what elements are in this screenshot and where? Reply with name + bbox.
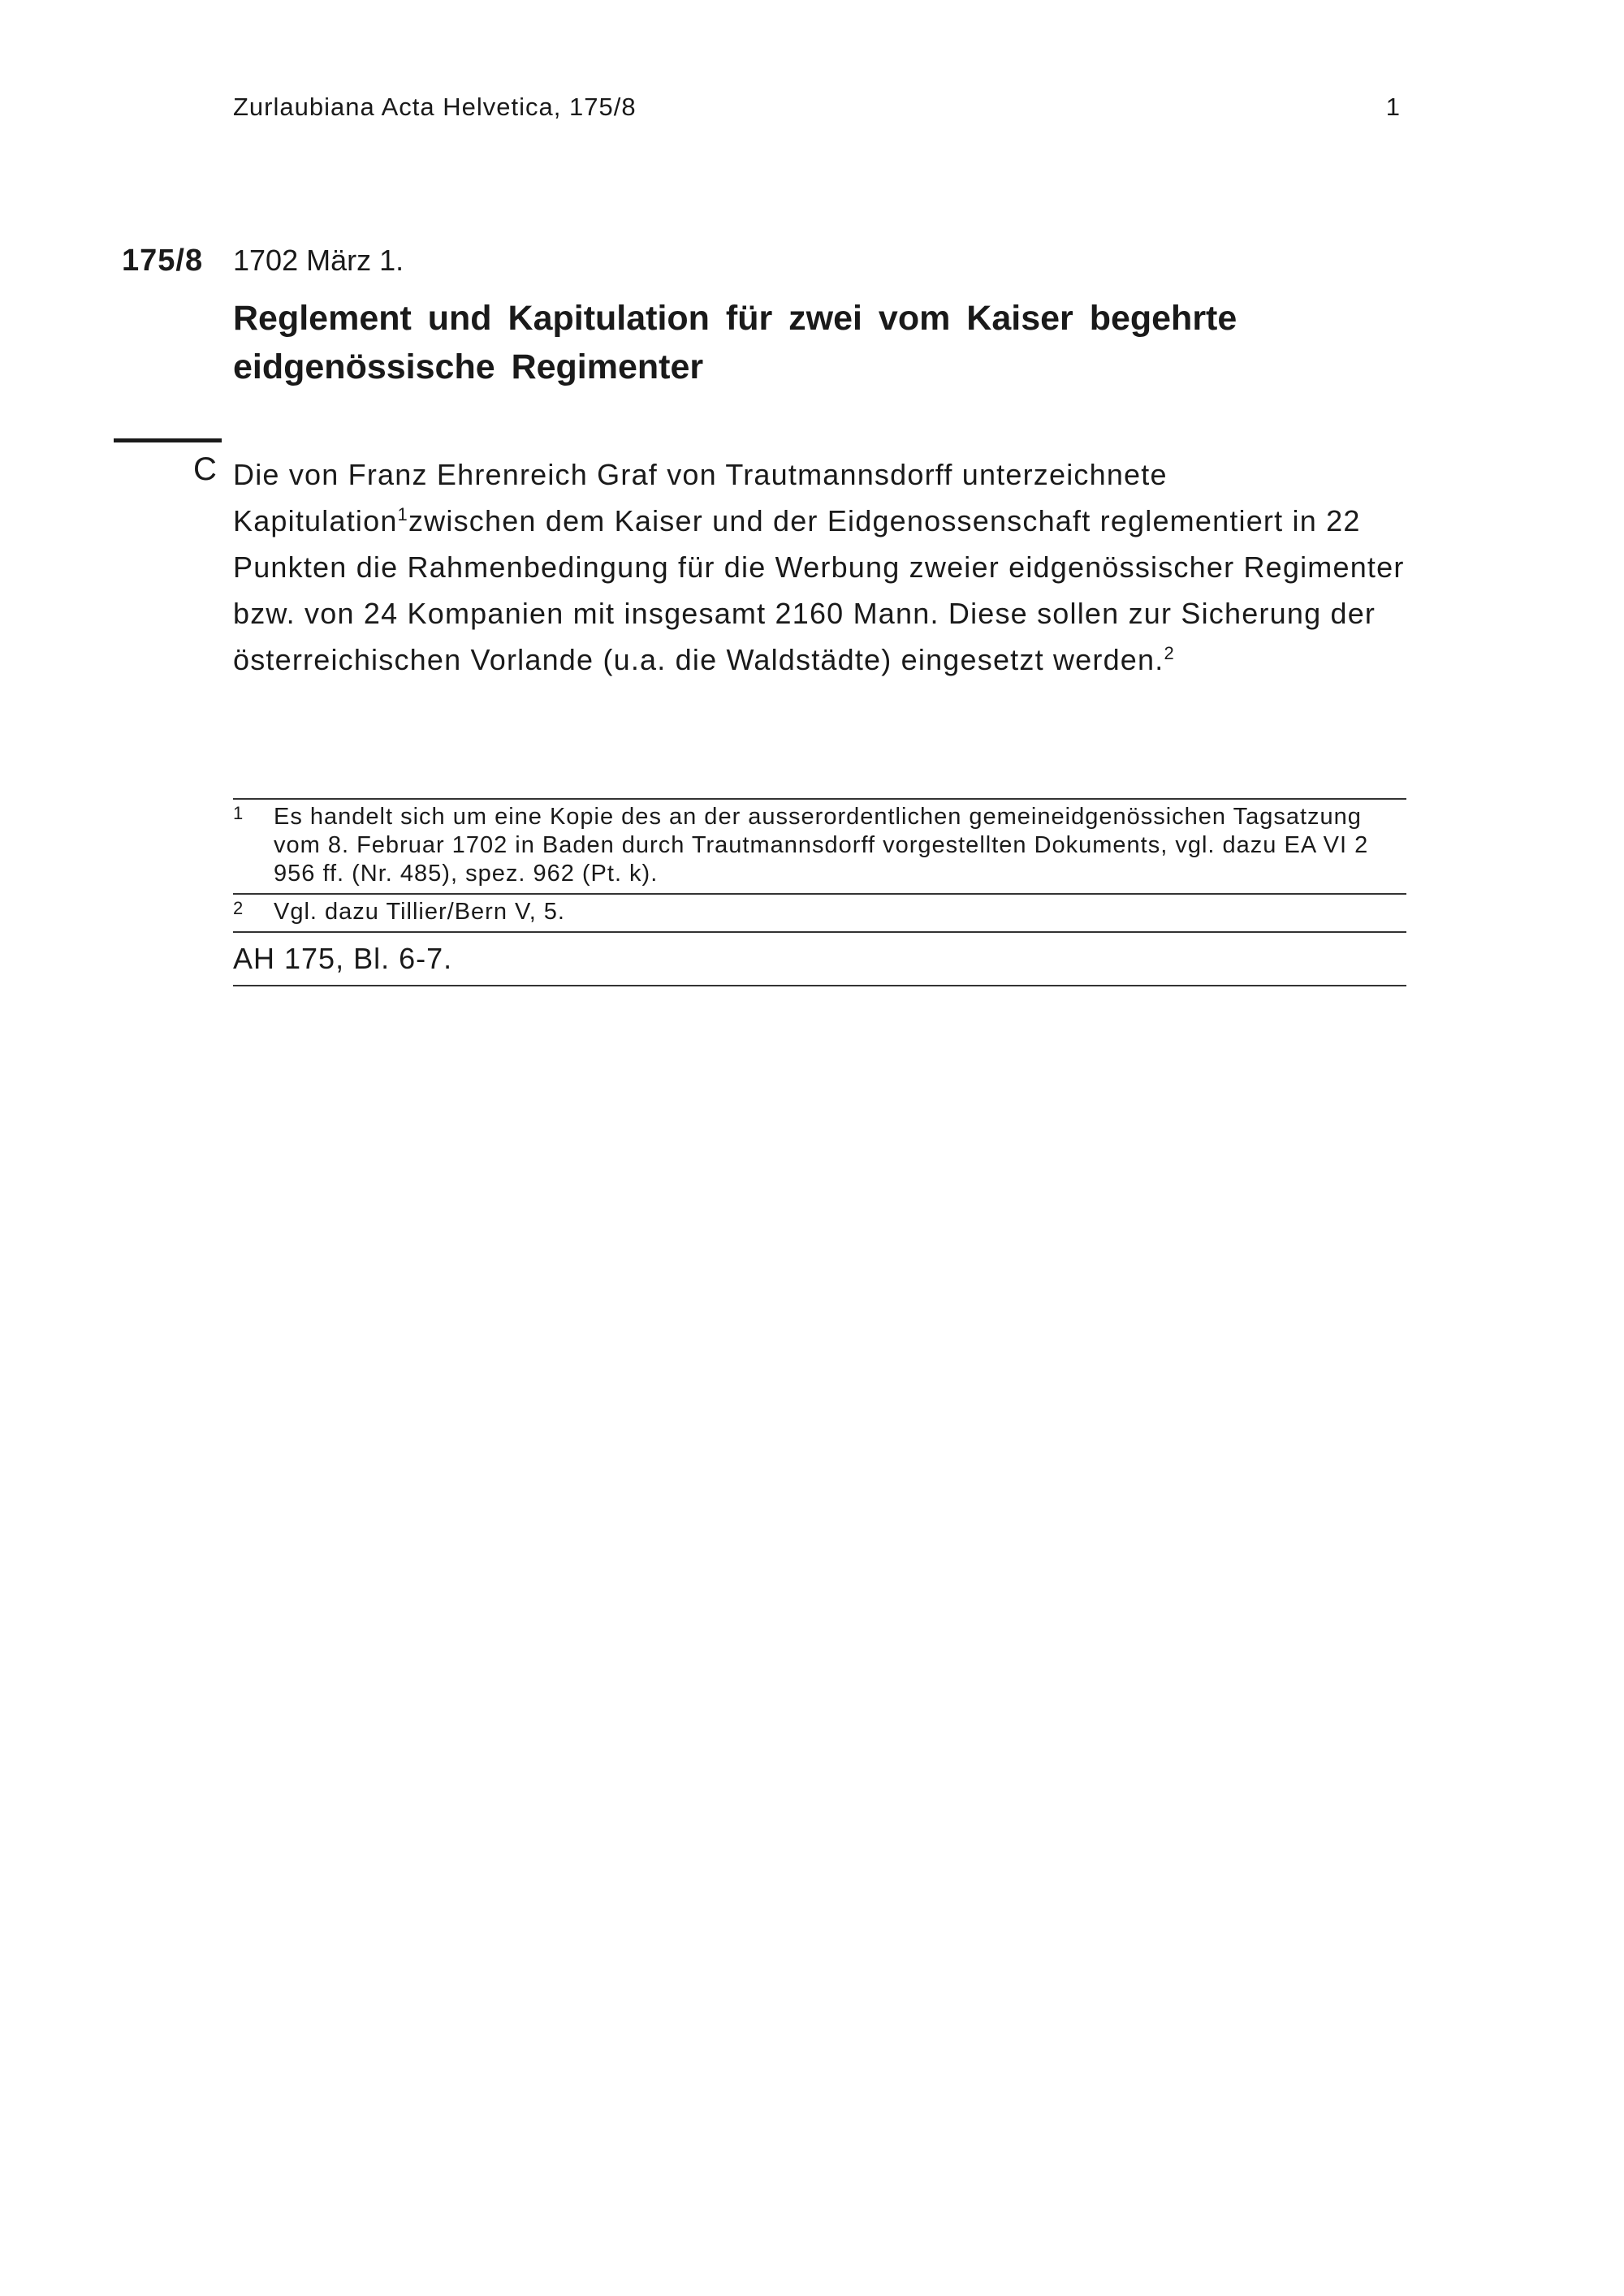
summary-text-part1: Die von Franz Ehrenreich Graf von Trautmannsdorff unterzeichnete Kapitulation xyxy=(233,458,1168,537)
footnote-number: 1 xyxy=(233,803,244,823)
document-date: 1702 März 1. xyxy=(233,244,404,277)
margin-rule xyxy=(114,438,222,442)
summary-text-part2: zwischen dem Kaiser und der Eidgenossenschaft reglementiert in 22 Punkten die Rahmenbedingung für die Werbung zweier eidgenössischer Regimenter bzw. von 24 Kompanien mit insgesamt 2160 Mann. Diese sollen zur Sicherung der österreichischen Vorlande (u.a. die Waldstädte) eingesetzt werden. xyxy=(233,504,1405,676)
footnote xyxy=(233,893,1406,931)
footnotes-section xyxy=(233,798,1406,986)
footnote-ref-2[interactable]: 2 xyxy=(1164,643,1175,663)
document-number: 175/8 xyxy=(122,244,204,278)
footnote xyxy=(233,798,1406,893)
document-summary xyxy=(233,451,1419,683)
footnote-text: Es handelt sich um eine Kopie des an der ausserordentlichen gemeineidgenössichen Tagsatzung vom 8. Februar 1702 in Baden durch Trautmannsdorff vorgestellten Dokuments, vgl. dazu EA VI 2 956 ff. (Nr. 485), spez. 962 (Pt. k). xyxy=(274,804,1369,887)
footnote-ref-1[interactable]: 1 xyxy=(397,504,408,524)
source-reference: AH 175, Bl. 6-7. xyxy=(233,931,1406,986)
document-title: Reglement und Kapitulation für zwei vom Kaiser begehrte eidgenössische Regimenter xyxy=(233,299,1237,386)
footnote-number: 2 xyxy=(233,898,244,918)
document-type-marker: C xyxy=(193,451,217,487)
running-title: Zurlaubiana Acta Helvetica, 175/8 xyxy=(233,93,637,121)
footnote-text: Vgl. dazu Tillier/Bern V, 5. xyxy=(274,899,565,925)
page-number: 1 xyxy=(1385,93,1400,121)
